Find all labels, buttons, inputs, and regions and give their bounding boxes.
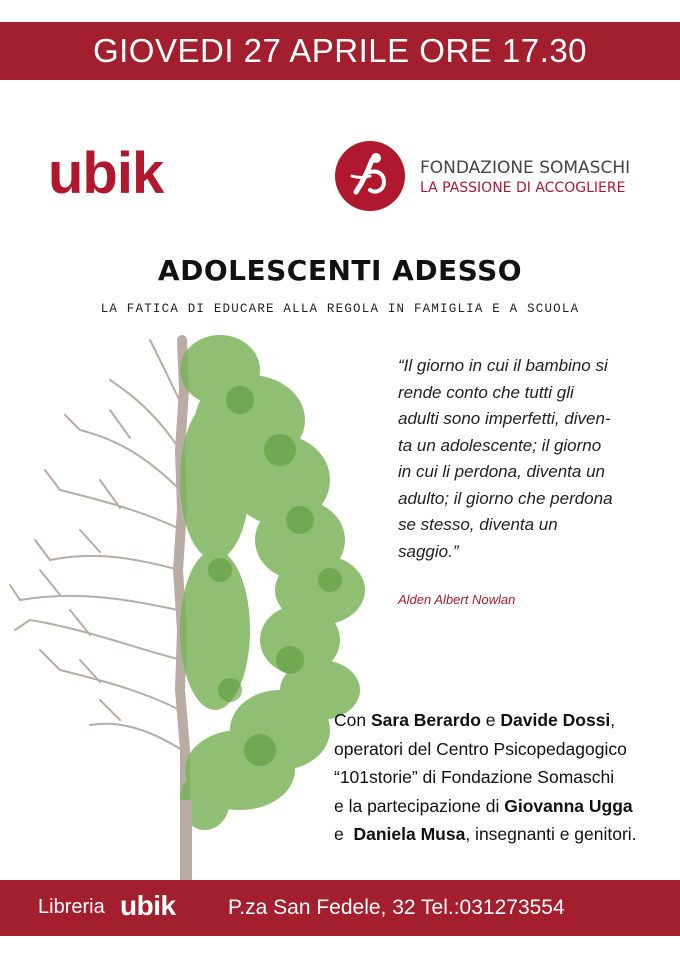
footer-address: P.za San Fedele, 32 Tel.:031273554 — [228, 896, 565, 919]
ubik-logo: ubik — [48, 141, 164, 206]
quote-line: rende conto che tutti gli — [398, 382, 574, 402]
footer-libreria: Libreria — [38, 896, 105, 918]
credits-line-3: “101storie” di Fondazione Somaschi — [334, 767, 615, 787]
somaschi-motto: LA PASSIONE DI ACCOGLIERE — [420, 180, 626, 196]
fondazione-somaschi-emblem-icon — [334, 140, 406, 212]
credits-line-1 — [334, 706, 680, 735]
speaker-name: Giovanna Ugga — [504, 795, 633, 816]
credits-line-5 — [334, 820, 680, 849]
somaschi-name: FONDAZIONE SOMASCHI — [420, 158, 631, 178]
credits-line-2: operatori del Centro Psicopedagogico — [334, 738, 627, 759]
credits-line-4 — [334, 792, 680, 821]
credits-text: Con — [334, 710, 367, 730]
credits-text: e la partecipazione di — [334, 795, 500, 816]
quote-line: saggio.” — [398, 541, 459, 561]
quote-line: se stesso, diventa un — [398, 515, 558, 534]
quote-author: Alden Albert Nowlan — [398, 592, 516, 607]
quote-line: adulti sono imperfetti, diven- — [398, 409, 611, 428]
speaker-name: Davide Dossi — [500, 710, 611, 730]
credits-text: e — [485, 710, 496, 730]
quote-block — [398, 353, 658, 565]
footer-ubik-logo: ubik — [120, 890, 176, 921]
footer-banner — [0, 880, 680, 936]
credits-text: , insegnanti e genitori. — [465, 824, 637, 844]
event-subtitle: LA FATICA DI EDUCARE ALLA REGOLA IN FAMIGLIA E A SCUOLA — [100, 302, 580, 316]
date-banner — [0, 22, 680, 80]
quote-line: in cui li perdona, diventa un — [398, 462, 605, 481]
head-tree-illustration — [0, 330, 380, 880]
credits-text: e — [334, 824, 344, 844]
speaker-name: Daniela Musa — [353, 824, 466, 844]
event-date-time: GIOVEDI 27 APRILE ORE 17.30 — [92, 32, 588, 69]
quote-line: ta un adolescente; il giorno — [398, 435, 602, 455]
speaker-name: Sara Berardo — [370, 710, 481, 730]
credits-text: , — [610, 710, 616, 730]
quote-line: “Il giorno in cui il bambino si — [398, 356, 608, 375]
event-title: ADOLESCENTI ADESSO — [157, 254, 523, 287]
quote-line: adulto; il giorno che perdona — [398, 488, 613, 508]
speakers-credits — [334, 706, 680, 849]
fondazione-somaschi-logo-text — [420, 158, 630, 196]
